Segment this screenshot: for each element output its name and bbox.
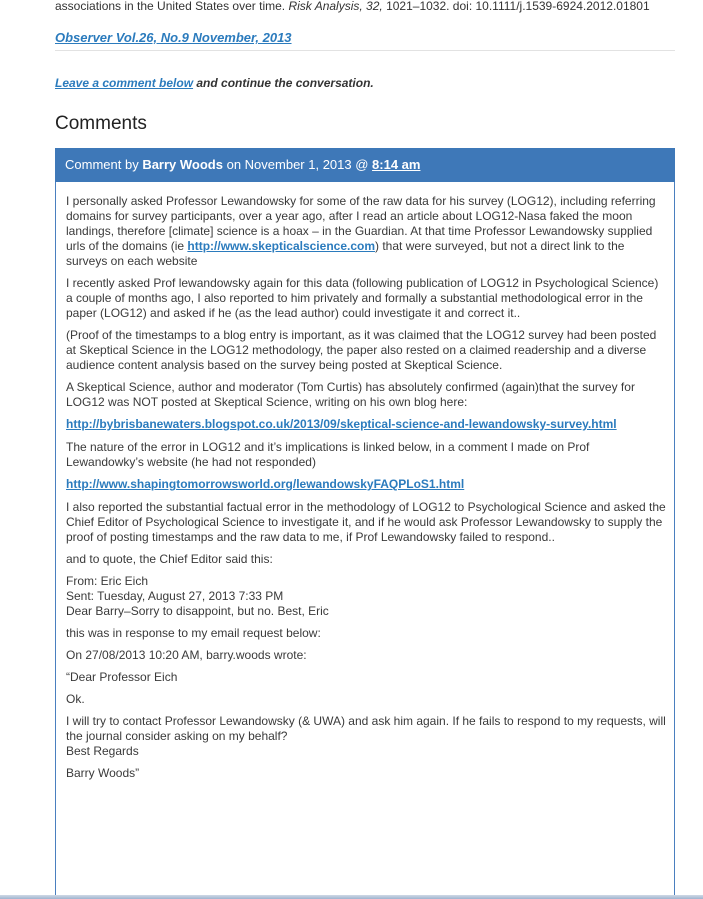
shapingtomorrowsworld-link[interactable]: http://www.shapingtomorrowsworld.org/lewandowskyFAQPLoS1.html bbox=[66, 477, 465, 491]
reference-line: associations in the United States over time. bbox=[55, 0, 286, 13]
observer-issue-link[interactable]: Observer Vol.26, No.9 November, 2013 bbox=[55, 30, 292, 45]
comments-heading: Comments bbox=[55, 113, 147, 134]
comment-paragraph: A Skeptical Science, author and moderator (Tom Curtis) has absolutely confirmed (again)that the survey for LOG12 was NOT posted at Skeptical Science, writing on his own blog here: bbox=[66, 380, 635, 409]
leave-comment-link[interactable]: Leave a comment below bbox=[55, 76, 194, 90]
reference-journal: Risk Analysis, 32, bbox=[288, 0, 383, 13]
comment-paragraph: I recently asked Prof lewandowsky again for this data (following publication of LOG12 in Psychological Science) a couple of months ago, I also reported to him privately and formally a substantial methodological error in the paper (LOG12) and asked if he (as the lead author) could investigate it and correct it.. bbox=[66, 276, 659, 320]
comment-header bbox=[55, 148, 675, 182]
skepticalscience-link[interactable]: http://www.skepticalscience.com bbox=[187, 239, 376, 253]
comment-by-label: Comment by bbox=[65, 157, 143, 172]
reference-pages: 1021–1032. doi: 10.1111/j.1539-6924.2012.01801 bbox=[386, 0, 650, 13]
comment-link-paragraph bbox=[66, 477, 666, 492]
comment-paragraph: On 27/08/2013 10:20 AM, barry.woods wrote: bbox=[66, 648, 307, 662]
leave-comment-text: and continue the conversation. bbox=[193, 76, 374, 90]
email-body: Dear Barry–Sorry to disappoint, but no. Best, Eric bbox=[66, 604, 329, 618]
reference-text bbox=[55, 0, 685, 15]
comment-paragraph: “Dear Professor Eich bbox=[66, 670, 178, 684]
divider bbox=[55, 50, 675, 51]
comment-signature: Barry Woods” bbox=[66, 766, 140, 780]
comment-paragraph: I also reported the substantial factual error in the methodology of LOG12 to Psychological Science and asked the Chief Editor of Psychological Science to investigate it, and if he would ask Professor Lewandowsky to supply the proof of posting timestamps and the raw data to me, if Prof Lewandowsky failed to respond.. bbox=[66, 500, 666, 544]
leave-comment-line bbox=[55, 76, 374, 90]
window-bottom-edge bbox=[0, 895, 703, 899]
comment-paragraph: I will try to contact Professor Lewandowsky (& UWA) and ask him again. If he fails to respond to my requests, will the journal consider asking on my behalf? Best Regards bbox=[66, 714, 666, 758]
comment-author: Barry Woods bbox=[142, 157, 223, 172]
comment-paragraph: (Proof of the timestamps to a blog entry is important, as it was claimed that the LOG12 survey had been posted at Skeptical Science in the LOG12 methodology, the paper also rested on a claimed readership and a diverse audience content analysis based on the survey being posted at Skeptical Science. bbox=[66, 328, 657, 372]
comment-paragraph: Ok. bbox=[66, 692, 85, 706]
comment-paragraph: this was in response to my email request below: bbox=[66, 626, 321, 640]
comment-body bbox=[66, 194, 666, 788]
brisbanewaters-link[interactable]: http://bybrisbanewaters.blogspot.co.uk/2013/09/skeptical-science-and-lewandowsky-survey.html bbox=[66, 417, 617, 431]
comment-date: on November 1, 2013 @ bbox=[222, 157, 373, 172]
comment-paragraph: I personally asked Professor Lewandowsky for some of the raw data for his survey (LOG12), including referring domains for survey participants, over a year ago, after I read an article about LOG12-Nasa faked the moon landings, therefore [climate] science is a hoax – in the Guardian. At that time Professor Lewandowsky supplied urls of the domains (ie http://www.skepticalscience.com) that were surveyed, but not a direct link to the surveys on each website bbox=[66, 194, 656, 268]
comment-link-paragraph bbox=[66, 417, 666, 432]
comment-permalink[interactable]: 8:14 am bbox=[372, 157, 421, 172]
email-sent: Sent: Tuesday, August 27, 2013 7:33 PM bbox=[66, 589, 284, 603]
comment-paragraph: and to quote, the Chief Editor said this: bbox=[66, 552, 273, 566]
comment-paragraph: The nature of the error in LOG12 and it’s implications is linked below, in a comment I made on Prof Lewandowky’s website (he had not responded) bbox=[66, 440, 590, 469]
email-quote bbox=[66, 574, 666, 619]
email-from: From: Eric Eich bbox=[66, 574, 149, 588]
